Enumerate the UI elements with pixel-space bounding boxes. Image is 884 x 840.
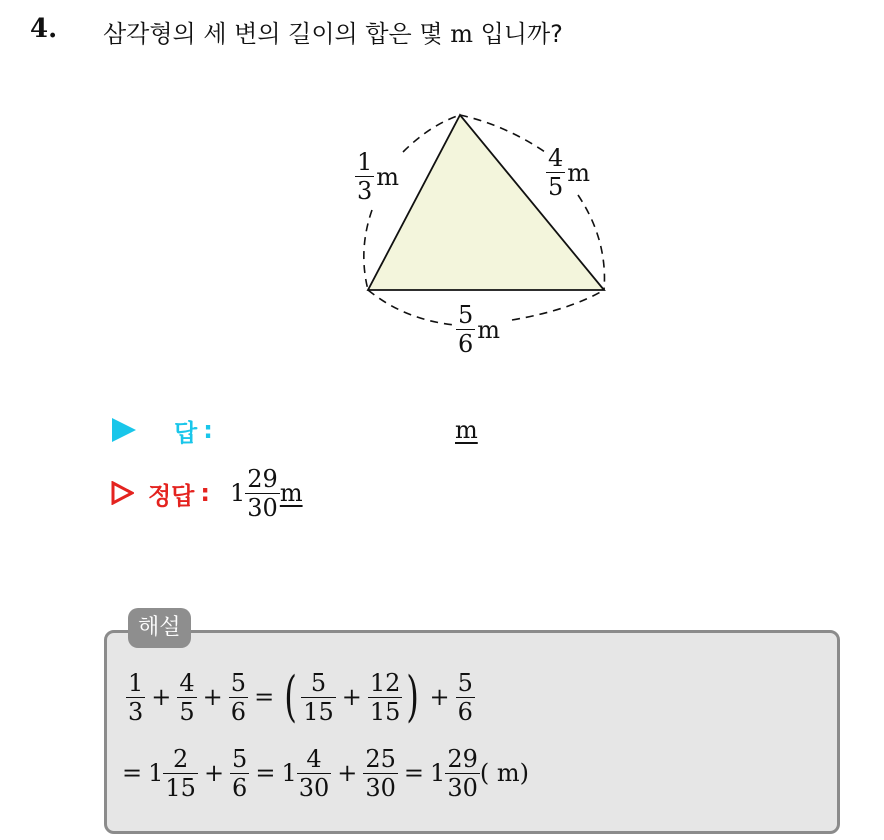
sol1-frac-1: $\frac{1}{3}$ [128, 668, 144, 726]
sol2-frac-2: $\frac{5}{6}$ [232, 744, 248, 802]
side-bottom-label: $\frac{5}{6}$ m [458, 301, 501, 358]
question-number: 4. [30, 14, 58, 44]
question-unit: m [450, 20, 473, 48]
sol1-frac-2: $\frac{4}{5}$ [179, 668, 195, 726]
sol2-frac-1: $\frac{2}{15}$ [165, 744, 196, 802]
triangle-shape [368, 115, 604, 290]
answer-unit: m [455, 416, 478, 444]
sol1-frac-5: $\frac{12}{15}$ [369, 668, 401, 726]
sol2-frac-5: $\frac{29}{30}$ [447, 744, 478, 802]
solution-line-2: = 1 $\frac{2}{15}$ + $\frac{5}{6}$ = 1 $\frac{4}{30}$ + $\frac{25}{30}$ = 1 $\frac{29}{30}$ ( m) [122, 744, 529, 802]
correct-answer-row [110, 462, 303, 524]
correct-answer-whole: 1 [229, 479, 246, 507]
side-left-fraction: $\frac{1}{3}$ [357, 148, 373, 205]
answer-colon: : [203, 416, 213, 444]
sol1-right-paren: ) [406, 665, 420, 728]
solution-tab: 해설 [128, 608, 191, 648]
triangle-figure [0, 0, 884, 400]
solution-line-1: $\frac{1}{3}$ + $\frac{4}{5}$ + $\frac{5}{6}$ = ( $\frac{5}{15}$ + $\frac{12}{15}$ ) + $\frac{5}{6}$ [128, 665, 473, 728]
side-right-fraction: $\frac{4}{5}$ [548, 144, 564, 201]
arc-left-bottom [364, 210, 372, 290]
sol1-frac-4: $\frac{5}{15}$ [303, 668, 334, 726]
sol1-left-paren: ( [284, 665, 298, 728]
arc-bottom-right [512, 290, 604, 320]
side-left-label: $\frac{1}{3}$ m [357, 148, 400, 205]
side-right-label: $\frac{4}{5}$ m [548, 144, 591, 201]
sol1-frac-3: $\frac{5}{6}$ [230, 668, 247, 726]
answer-blank[interactable] [455, 414, 478, 446]
correct-answer-colon: : [200, 479, 210, 507]
play-arrow-icon [112, 418, 136, 442]
correct-answer-fraction: $\frac{29}{30}$ [247, 464, 278, 522]
answer-label: 답 [174, 418, 198, 447]
side-bottom-fraction: $\frac{5}{6}$ [458, 301, 474, 358]
arc-bottom-left [368, 290, 455, 325]
correct-answer-label: 정답 [148, 481, 195, 510]
sol2-frac-3: $\frac{4}{30}$ [298, 744, 330, 802]
sol1-frac-6: $\frac{5}{6}$ [457, 668, 473, 726]
sol2-frac-4: $\frac{25}{30}$ [365, 744, 396, 802]
correct-answer-unit: m [279, 479, 303, 507]
answer-row [112, 414, 213, 446]
question-text-main: 삼각형의 세 변의 길이의 합은 몇 [103, 20, 443, 48]
sol2-unit: ( m) [479, 759, 529, 787]
outline-arrow-icon [110, 481, 134, 505]
question-text-end: 입니까? [480, 20, 563, 48]
